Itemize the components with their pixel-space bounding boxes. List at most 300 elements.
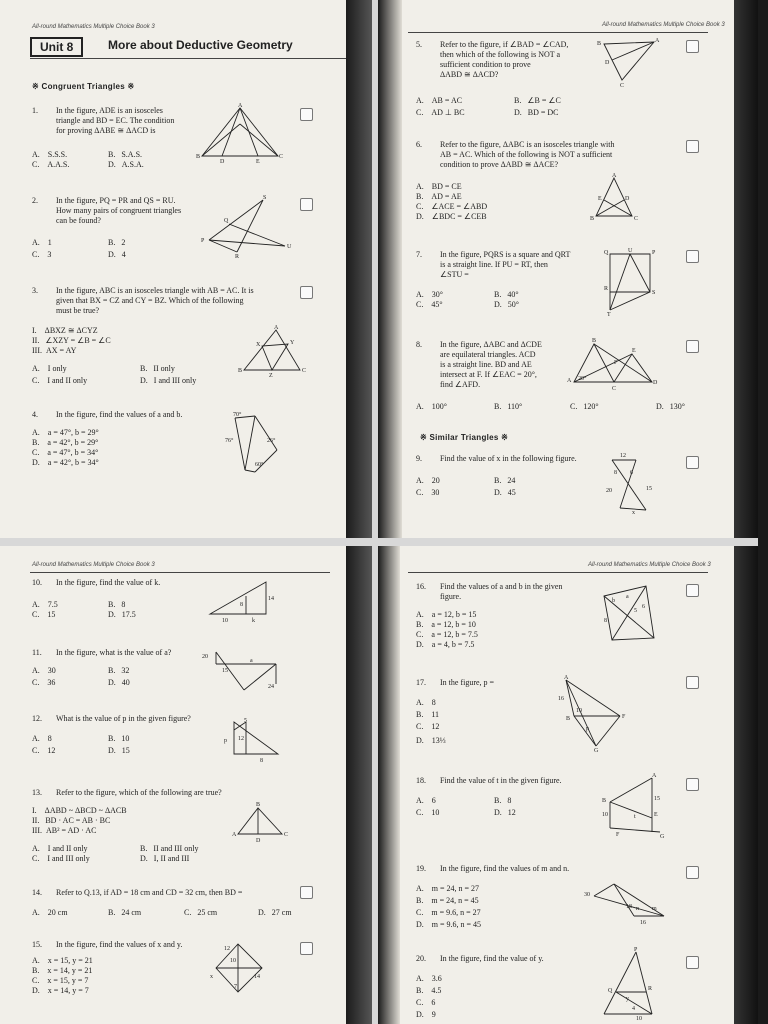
svg-text:A: A [652, 773, 657, 779]
option-d: D. 4 [108, 250, 126, 259]
answer-box-q8[interactable] [686, 340, 699, 353]
fig-line [216, 652, 244, 690]
statement-3: III. AX = AY [32, 346, 77, 355]
fig-line [594, 884, 614, 896]
svg-text:14: 14 [268, 596, 274, 602]
question-line: In the figure, find the values of x and y. [56, 940, 183, 949]
title-rule [408, 32, 708, 33]
option-a: A. a = 12, b = 15 [416, 610, 477, 619]
fig-line [202, 124, 240, 156]
fig-line [202, 108, 278, 156]
svg-text:a: a [626, 594, 629, 600]
fig-line [610, 254, 630, 310]
answer-box-q16[interactable] [686, 584, 699, 597]
fig-line [240, 124, 278, 156]
question-line: figure. [440, 592, 462, 601]
answer-box-q14[interactable] [300, 886, 313, 899]
fig-line [245, 416, 255, 470]
svg-text:C: C [302, 368, 307, 374]
svg-text:15: 15 [654, 796, 660, 802]
svg-text:8: 8 [614, 470, 617, 476]
question-line: is a straight line. If PU = RT, then [440, 260, 548, 269]
option-d: D. BD = DC [514, 108, 559, 117]
svg-text:P: P [201, 238, 205, 244]
svg-text:30: 30 [584, 892, 590, 898]
option-b: B. 10 [108, 734, 130, 743]
svg-text:16: 16 [558, 696, 564, 702]
svg-text:8: 8 [260, 758, 263, 764]
fig-line [255, 450, 277, 472]
fig-line [574, 716, 596, 746]
option-a: A. 6 [416, 796, 436, 805]
question-line: ΔABD ≅ ΔACD? [440, 70, 499, 79]
option-b: B. II only [140, 364, 175, 373]
option-b: B. 2 [108, 238, 126, 247]
option-c: C. ∠ACE = ∠ABD [416, 202, 488, 211]
svg-text:Z: Z [269, 373, 273, 379]
page-binding-shadow [346, 546, 372, 1024]
svg-text:C: C [612, 386, 617, 392]
question-7 [416, 250, 606, 284]
option-a: A. I only [32, 364, 67, 373]
option-d: D. 12 [494, 808, 516, 817]
svg-text:20: 20 [202, 654, 208, 660]
svg-text:A: A [567, 378, 572, 384]
question-number: 18. [416, 776, 426, 785]
svg-text:Q: Q [604, 250, 609, 256]
question-10 [32, 578, 212, 590]
svg-text:P: P [634, 947, 638, 953]
unit-label: Unit 8 [30, 37, 83, 57]
svg-text:U: U [287, 244, 292, 250]
option-a: A. 30 [32, 666, 56, 675]
svg-text:5: 5 [244, 718, 247, 724]
svg-text:10: 10 [222, 618, 228, 624]
fig-line [604, 42, 654, 80]
option-d: D. 9 [416, 1010, 436, 1019]
option-a: A. x = 15, y = 21 [32, 956, 93, 965]
option-d: D. I and III only [140, 376, 197, 385]
question-line: What is the value of p in the given figure? [56, 714, 191, 723]
option-c: C. m = 9.6, n = 27 [416, 908, 481, 917]
question-line: In the figure, p = [440, 678, 495, 687]
fig-line [610, 292, 650, 310]
figure-q17 [556, 676, 626, 752]
fig-line [255, 416, 277, 450]
svg-text:A: A [238, 103, 243, 109]
option-c: C. 30 [416, 488, 440, 497]
scan-border [758, 0, 768, 1024]
fig-line [612, 460, 646, 510]
svg-text:6: 6 [630, 470, 633, 476]
question-number: 8. [416, 340, 422, 349]
svg-text:A: A [232, 832, 237, 838]
option-d: D. I, II and III [140, 854, 190, 863]
svg-text:B: B [590, 216, 595, 222]
svg-text:76°: 76° [225, 438, 234, 444]
title-rule [30, 572, 330, 573]
option-c: C. 3 [32, 250, 52, 259]
svg-text:E: E [632, 348, 636, 354]
fig-line [244, 330, 300, 370]
answer-box-q5[interactable] [686, 40, 699, 53]
option-d: D. a = 42°, b = 34° [32, 458, 99, 467]
svg-text:D: D [220, 159, 225, 165]
option-c: C. 15 [32, 610, 56, 619]
answer-box-q19[interactable] [686, 866, 699, 879]
svg-text:F: F [614, 360, 618, 366]
running-header: All-round Mathematics Multiple Choice Book 3 [588, 562, 711, 568]
answer-box-q18[interactable] [686, 778, 699, 791]
fig-line [245, 470, 255, 472]
answer-box-q6[interactable] [686, 140, 699, 153]
question-1 [32, 106, 202, 146]
fig-line [614, 884, 634, 916]
option-b: B. 4.5 [416, 986, 442, 995]
svg-text:C: C [279, 154, 284, 160]
answer-box-q3[interactable] [300, 286, 313, 299]
page-1 [0, 0, 372, 538]
option-c: C. 120° [570, 402, 599, 411]
figure-q11 [202, 646, 286, 696]
option-a: A. AB = AC [416, 96, 463, 105]
fig-line [610, 254, 650, 292]
question-11 [32, 648, 222, 660]
statement-1: I. ΔBXZ ≅ ΔCYZ [32, 326, 98, 335]
option-b: B. II and III only [140, 844, 199, 853]
question-line: are equilateral triangles. ACD [440, 350, 536, 359]
option-d: D. 17.5 [108, 610, 136, 619]
svg-text:D: D [605, 60, 610, 66]
svg-text:Y: Y [290, 340, 295, 346]
question-number: 7. [416, 250, 422, 259]
svg-text:P: P [652, 250, 656, 256]
question-line: In the figure, ADE is an isosceles [56, 106, 163, 115]
svg-text:6: 6 [642, 604, 645, 610]
option-a: A. 30° [416, 290, 443, 299]
question-line: then which of the following is NOT a [440, 50, 561, 59]
option-b: B. S.A.S. [108, 150, 143, 159]
statement-2: II. ∠XZY = ∠B = ∠C [32, 336, 111, 345]
svg-text:24: 24 [268, 684, 274, 690]
svg-text:F: F [616, 832, 620, 838]
figure-q7 [604, 248, 660, 316]
figure-q9 [606, 448, 662, 514]
svg-text:F: F [622, 714, 626, 720]
option-d: D. a = 4, b = 7.5 [416, 640, 475, 649]
question-line: AB = AC. Which of the following is NOT a sufficient [440, 150, 613, 159]
question-line: condition to prove ΔABD ≅ ΔACE? [440, 160, 559, 169]
svg-text:12: 12 [620, 453, 626, 459]
option-a: A. 3.6 [416, 974, 442, 983]
fig-line [235, 418, 245, 470]
question-13 [32, 788, 272, 800]
statement-1: I. ΔABD ~ ΔBCD ~ ΔACB [32, 806, 127, 815]
svg-text:R: R [235, 254, 240, 260]
fig-line [610, 778, 652, 802]
option-c: C. 45° [416, 300, 443, 309]
question-line: find ∠AFD. [440, 380, 481, 389]
question-2 [32, 196, 202, 230]
svg-text:B: B [592, 338, 597, 344]
question-line: Find the value of x in the following figure. [440, 454, 577, 463]
svg-text:C: C [634, 216, 639, 222]
option-c: C. 12 [416, 722, 440, 731]
svg-text:B: B [597, 41, 602, 47]
option-b: B. 24 cm [108, 908, 142, 917]
question-line: is a straight line. BD and AE [440, 360, 532, 369]
question-3 [32, 286, 302, 320]
question-line: How many pairs of congruent triangles [56, 206, 182, 215]
question-number: 5. [416, 40, 422, 49]
question-line: Refer to Q.13, if AD = 18 cm and CD = 32 cm, then BD = [56, 888, 243, 897]
fig-line [238, 808, 282, 834]
statement-3: III. AB² = AD · AC [32, 826, 97, 835]
figure-q8 [567, 336, 660, 394]
figure-q2 [201, 195, 292, 260]
option-a: A. 7.5 [32, 600, 58, 609]
option-b: B. 40° [494, 290, 519, 299]
svg-text:D: D [653, 380, 658, 386]
svg-text:A: A [564, 675, 569, 681]
svg-text:k: k [252, 618, 255, 624]
question-line: Find the value of t in the given figure. [440, 776, 562, 785]
question-line: Refer to the figure, ΔABC is an isosceles triangle with [440, 140, 615, 149]
fig-line [210, 582, 266, 614]
section-heading-similar: ※ Similar Triangles ※ [420, 433, 509, 442]
svg-text:m: m [652, 906, 657, 912]
svg-text:b: b [612, 598, 615, 604]
svg-text:E: E [654, 812, 658, 818]
svg-text:20°: 20° [578, 376, 587, 382]
option-a: A. 20 [416, 476, 440, 485]
option-d: D. m = 9.6, n = 45 [416, 920, 482, 929]
option-b: B. a = 12, b = 10 [416, 620, 476, 629]
option-a: A. 1 [32, 238, 52, 247]
svg-text:p: p [586, 726, 589, 732]
svg-text:15: 15 [222, 668, 228, 674]
answer-box-q2[interactable] [300, 198, 313, 211]
question-line: In the figure, PQRS is a square and QRT [440, 250, 571, 259]
option-a: A. 8 [416, 698, 436, 707]
question-number: 1. [32, 106, 38, 115]
option-c: C. a = 12, b = 7.5 [416, 630, 478, 639]
svg-text:y: y [626, 996, 629, 1002]
option-b: B. m = 24, n = 45 [416, 896, 479, 905]
option-b: B. 24 [494, 476, 516, 485]
question-line: triangle and BD = EC. The condition [56, 116, 175, 125]
page-edge-shadow [734, 0, 758, 538]
fig-line [612, 586, 646, 640]
question-line: given that BX = CZ and CY = BZ. Which of the following [56, 296, 244, 305]
question-number: 20. [416, 954, 426, 963]
section-heading-congruent: ※ Congruent Triangles ※ [32, 82, 135, 91]
svg-text:x: x [632, 510, 635, 516]
question-line: Refer to the figure, which of the following are true? [56, 788, 222, 797]
option-d: D. 50° [494, 300, 519, 309]
svg-text:8: 8 [240, 602, 243, 608]
option-a: A. S.S.S. [32, 150, 68, 159]
question-16 [416, 582, 596, 604]
fig-line [594, 344, 652, 382]
option-c: C. 6 [416, 998, 436, 1007]
figure-q12 [222, 718, 286, 764]
svg-text:U: U [628, 248, 633, 254]
svg-text:R: R [604, 286, 609, 292]
svg-text:G: G [594, 748, 599, 754]
svg-text:26°: 26° [267, 438, 276, 444]
svg-text:18: 18 [626, 904, 632, 910]
page-3 [0, 546, 372, 1024]
question-number: 15. [32, 940, 42, 949]
option-c: C. 25 cm [184, 908, 218, 917]
page-binding-shadow [378, 0, 402, 538]
option-c: C. x = 15, y = 7 [32, 976, 89, 985]
question-line: intersect at F. If ∠EAC = 20°, [440, 370, 537, 379]
svg-text:p: p [224, 738, 227, 744]
option-c: C. AD ⊥ BC [416, 108, 465, 117]
option-c: C. A.A.S. [32, 160, 70, 169]
svg-text:20: 20 [606, 488, 612, 494]
option-d: D. 45 [494, 488, 516, 497]
svg-text:70°: 70° [233, 412, 242, 418]
fig-line [262, 344, 288, 370]
question-line: In the figure, PQ = PR and QS = RU. [56, 196, 176, 205]
question-line: sufficient condition to prove [440, 60, 531, 69]
option-a: A. a = 47°, b = 29° [32, 428, 99, 437]
svg-text:B: B [238, 368, 243, 374]
svg-text:7: 7 [234, 984, 237, 990]
option-a: A. m = 24, n = 27 [416, 884, 480, 893]
question-line: In the figure, ABC is an isosceles triangle with AB = AC. It is [56, 286, 254, 295]
answer-box-q9[interactable] [686, 456, 699, 469]
question-number: 11. [32, 648, 42, 657]
answer-box-q17[interactable] [686, 676, 699, 689]
svg-text:A: A [612, 173, 617, 179]
option-a: A. 100° [416, 402, 447, 411]
question-line: can be found? [56, 216, 101, 225]
question-19 [416, 864, 616, 876]
option-a: A. 20 cm [32, 908, 68, 917]
question-20 [416, 954, 616, 966]
question-number: 6. [416, 140, 422, 149]
svg-text:E: E [598, 196, 602, 202]
option-a: A. 8 [32, 734, 52, 743]
question-number: 2. [32, 196, 38, 205]
question-line: Refer to the figure, if ∠BAD = ∠CAD, [440, 40, 569, 49]
option-d: D. 13⅓ [416, 736, 446, 745]
answer-box-q1[interactable] [300, 108, 313, 121]
svg-text:60°: 60° [255, 462, 264, 468]
answer-box-q15[interactable] [300, 942, 313, 955]
svg-text:B: B [256, 802, 261, 808]
question-number: 3. [32, 286, 38, 295]
question-line: In the figure, find the value of k. [56, 578, 161, 587]
option-b: B. ∠B = ∠C [514, 96, 561, 105]
figure-q4 [225, 410, 287, 482]
question-14 [32, 888, 312, 900]
option-a: A. I and II only [32, 844, 88, 853]
svg-text:E: E [256, 159, 260, 165]
fig-line [612, 42, 654, 60]
question-number: 10. [32, 578, 42, 587]
svg-text:G: G [660, 834, 665, 840]
question-number: 16. [416, 582, 426, 591]
svg-text:R: R [648, 986, 653, 992]
figure-q1 [198, 104, 283, 166]
fig-line [596, 716, 620, 746]
svg-text:14: 14 [254, 974, 260, 980]
option-b: B. 11 [416, 710, 440, 719]
question-line: must be true? [56, 306, 100, 315]
option-c: C. I and II only [32, 376, 88, 385]
figure-q19 [584, 880, 668, 930]
svg-text:4: 4 [632, 1006, 635, 1012]
option-d: D. ∠BDC = ∠CEB [416, 212, 487, 221]
page-edge-shadow [734, 546, 758, 1024]
svg-text:T: T [607, 312, 611, 318]
question-18 [416, 776, 616, 788]
question-line: In the figure, find the values of a and b. [56, 410, 183, 419]
option-d: D. A.S.A. [108, 160, 144, 169]
option-c: C. I and III only [32, 854, 90, 863]
question-5 [416, 40, 596, 84]
running-header: All-round Mathematics Multiple Choice Book 3 [602, 22, 725, 28]
svg-text:x: x [210, 974, 213, 980]
option-d: D. x = 14, y = 7 [32, 986, 89, 995]
option-c: C. a = 47°, b = 34° [32, 448, 99, 457]
question-8 [416, 340, 576, 394]
svg-text:X: X [256, 342, 261, 348]
svg-text:n: n [636, 906, 639, 912]
running-header: All-round Mathematics Multiple Choice Book 3 [32, 562, 155, 568]
figure-q10 [206, 578, 286, 626]
answer-box-q20[interactable] [686, 956, 699, 969]
option-b: B. a = 42°, b = 29° [32, 438, 99, 447]
question-number: 4. [32, 410, 38, 419]
figure-q15 [210, 940, 270, 996]
option-d: D. 40 [108, 678, 130, 687]
question-number: 19. [416, 864, 426, 873]
figure-q18 [600, 774, 666, 840]
question-number: 13. [32, 788, 42, 797]
figure-q5 [597, 38, 660, 89]
option-b: B. 110° [494, 402, 523, 411]
page-binding-shadow [378, 546, 400, 1024]
question-number: 17. [416, 678, 426, 687]
svg-text:5: 5 [634, 608, 637, 614]
svg-text:10: 10 [602, 812, 608, 818]
svg-text:C: C [284, 832, 289, 838]
answer-box-q7[interactable] [686, 250, 699, 263]
option-b: B. 8 [108, 600, 126, 609]
svg-text:12: 12 [224, 946, 230, 952]
question-line: ∠STU = [440, 270, 469, 279]
svg-text:B: B [566, 716, 571, 722]
fig-line [229, 224, 285, 246]
question-line: In the figure, find the value of y. [440, 954, 544, 963]
option-c: C. 10 [416, 808, 440, 817]
title-rule [408, 572, 708, 573]
svg-text:Q: Q [608, 988, 613, 994]
question-9 [416, 454, 636, 466]
svg-text:D: D [256, 838, 261, 844]
fig-line [636, 952, 652, 1014]
figure-q16 [598, 582, 662, 644]
option-a: A. BD = CE [416, 182, 462, 191]
fig-line [610, 802, 652, 818]
fig-line [620, 460, 636, 508]
